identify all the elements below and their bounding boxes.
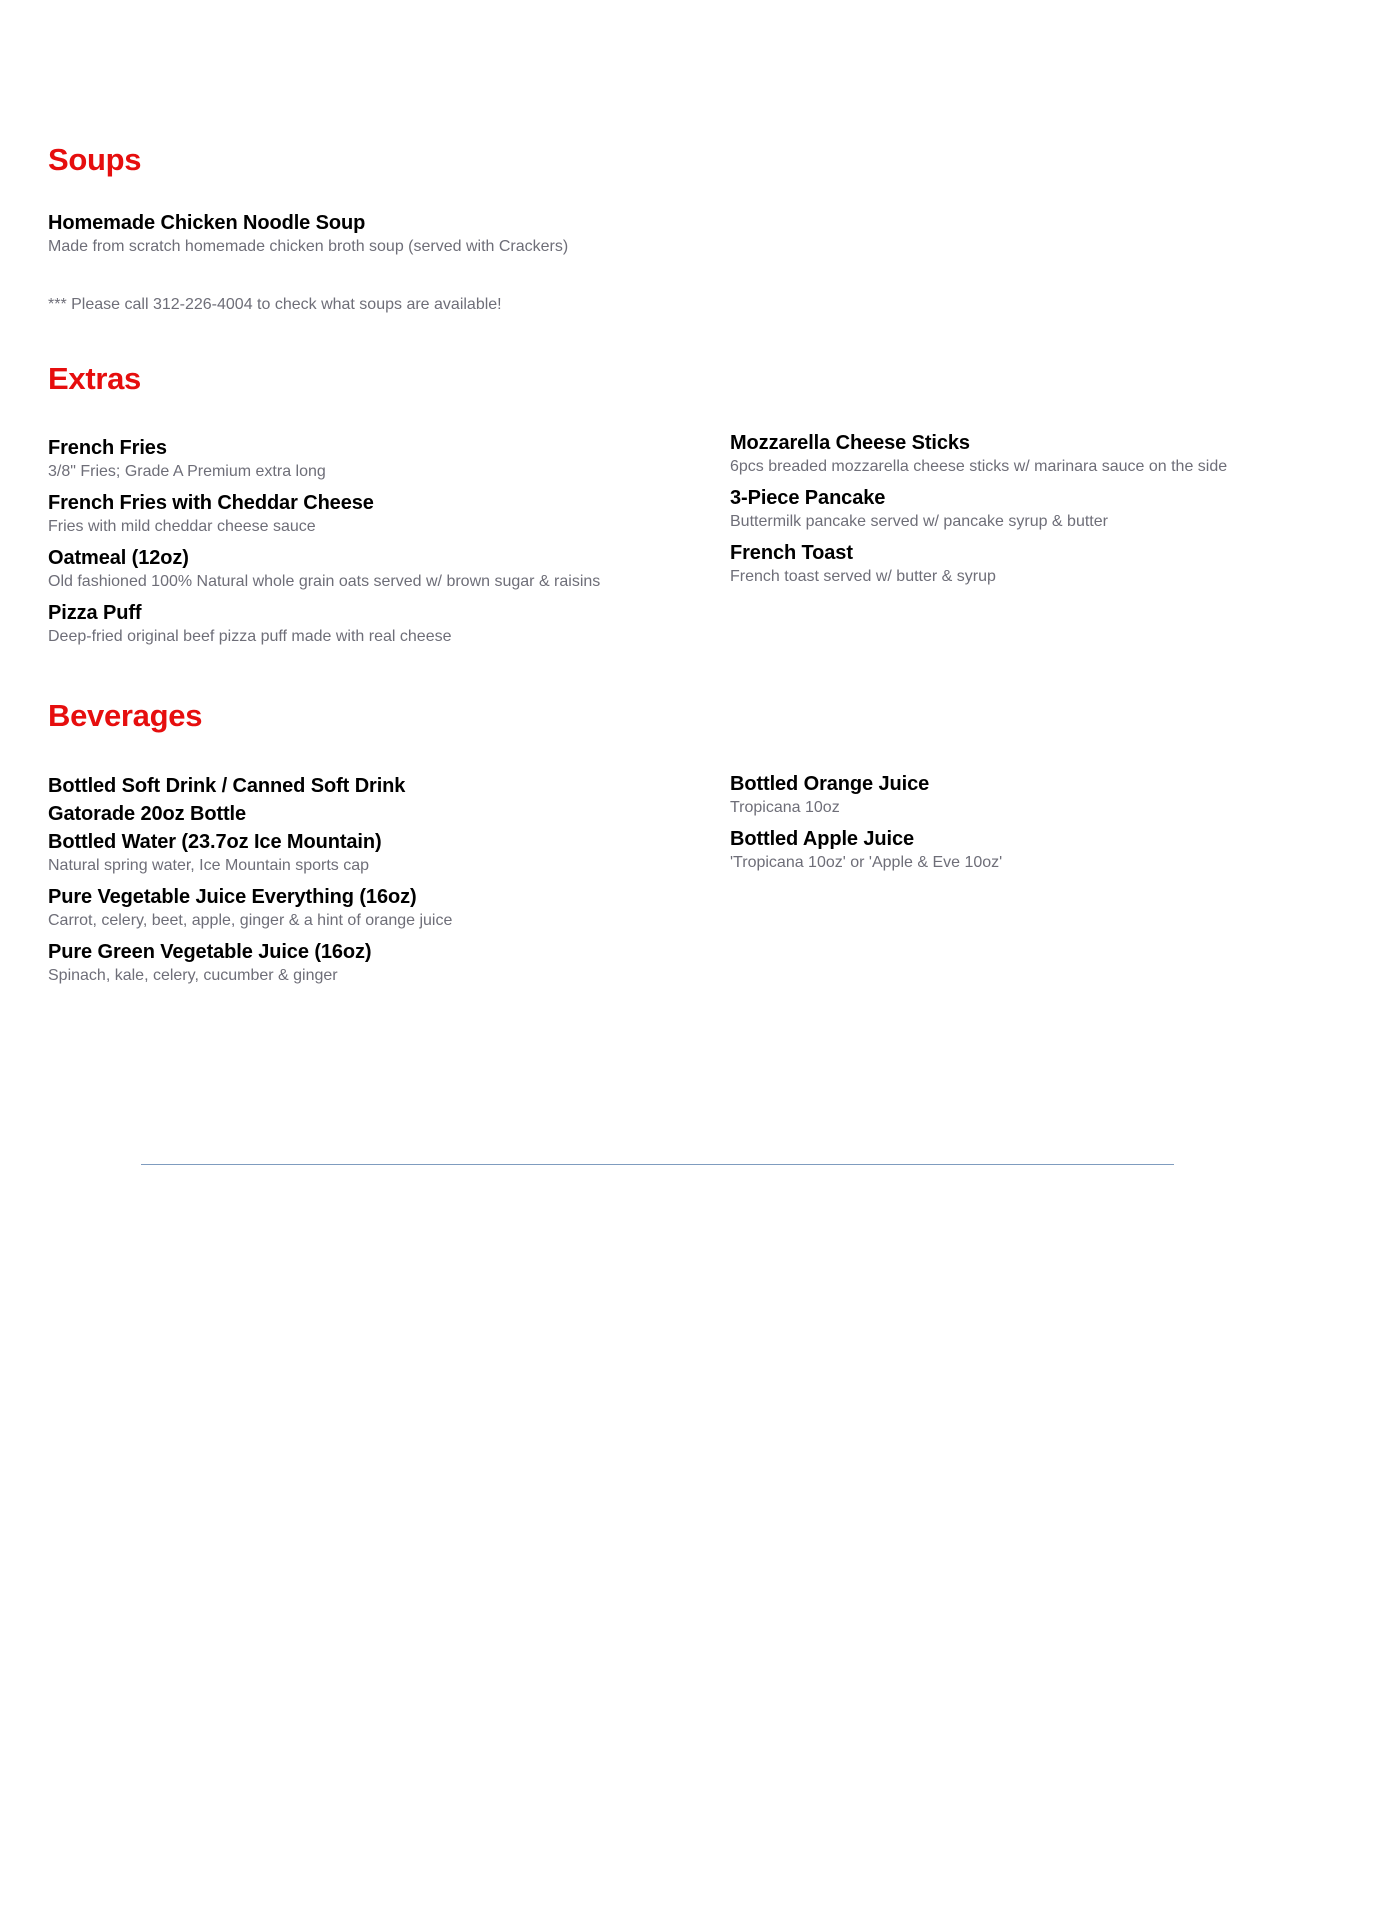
item-description: Tropicana 10oz xyxy=(730,799,840,816)
footer-divider xyxy=(141,1164,1174,1165)
soups-list xyxy=(48,210,688,265)
item-name: Bottled Orange Juice xyxy=(730,773,930,795)
menu-item xyxy=(48,884,688,931)
menu-item xyxy=(730,430,1370,477)
extras-right-column xyxy=(730,430,1370,595)
item-description: Spinach, kale, celery, cucumber & ginger xyxy=(48,967,338,984)
menu-item xyxy=(48,490,688,537)
menu-item xyxy=(48,435,688,482)
menu-item xyxy=(730,485,1370,532)
section-title-beverages: Beverages xyxy=(48,698,203,733)
item-description: 6pcs breaded mozzarella cheese sticks w/ marinara sauce on the side xyxy=(730,458,1228,475)
item-description: 'Tropicana 10oz' or 'Apple & Eve 10oz' xyxy=(730,854,1003,871)
menu-item xyxy=(48,545,688,592)
item-name: Mozzarella Cheese Sticks xyxy=(730,432,970,454)
item-name: Bottled Soft Drink / Canned Soft Drink xyxy=(48,775,406,797)
item-name: Bottled Water (23.7oz Ice Mountain) xyxy=(48,831,382,853)
menu-item xyxy=(48,773,688,799)
beverages-left-column xyxy=(48,773,688,994)
menu-item xyxy=(48,801,688,827)
beverages-right-column xyxy=(730,771,1370,881)
menu-item xyxy=(48,210,688,257)
item-description: Natural spring water, Ice Mountain sports cap xyxy=(48,857,370,874)
item-description: Carrot, celery, beet, apple, ginger & a hint of orange juice xyxy=(48,912,453,929)
item-name: Gatorade 20oz Bottle xyxy=(48,803,247,825)
menu-item xyxy=(48,600,688,647)
menu-item xyxy=(48,829,688,876)
menu-item xyxy=(730,540,1370,587)
item-description: Buttermilk pancake served w/ pancake syrup & butter xyxy=(730,513,1108,530)
item-name: Pure Green Vegetable Juice (16oz) xyxy=(48,941,372,963)
item-name: Pizza Puff xyxy=(48,602,142,624)
menu-item xyxy=(730,826,1370,873)
extras-left-column xyxy=(48,435,688,655)
item-name: French Fries with Cheddar Cheese xyxy=(48,492,374,514)
item-description: French toast served w/ butter & syrup xyxy=(730,568,996,585)
item-name: 3-Piece Pancake xyxy=(730,487,886,509)
item-name: Homemade Chicken Noodle Soup xyxy=(48,212,366,234)
item-description: Old fashioned 100% Natural whole grain oats served w/ brown sugar & raisins xyxy=(48,573,601,590)
item-name: French Fries xyxy=(48,437,167,459)
item-description: Deep-fried original beef pizza puff made with real cheese xyxy=(48,628,452,645)
section-title-soups: Soups xyxy=(48,142,142,177)
soups-availability-note: *** Please call 312-226-4004 to check what soups are available! xyxy=(48,296,502,313)
item-description: Fries with mild cheddar cheese sauce xyxy=(48,518,316,535)
item-name: Oatmeal (12oz) xyxy=(48,547,189,569)
item-name: Bottled Apple Juice xyxy=(730,828,915,850)
item-name: French Toast xyxy=(730,542,853,564)
menu-item xyxy=(48,939,688,986)
item-description: Made from scratch homemade chicken broth soup (served with Crackers) xyxy=(48,238,569,255)
menu-item xyxy=(730,771,1370,818)
item-description: 3/8" Fries; Grade A Premium extra long xyxy=(48,463,326,480)
item-name: Pure Vegetable Juice Everything (16oz) xyxy=(48,886,417,908)
section-title-extras: Extras xyxy=(48,361,141,396)
